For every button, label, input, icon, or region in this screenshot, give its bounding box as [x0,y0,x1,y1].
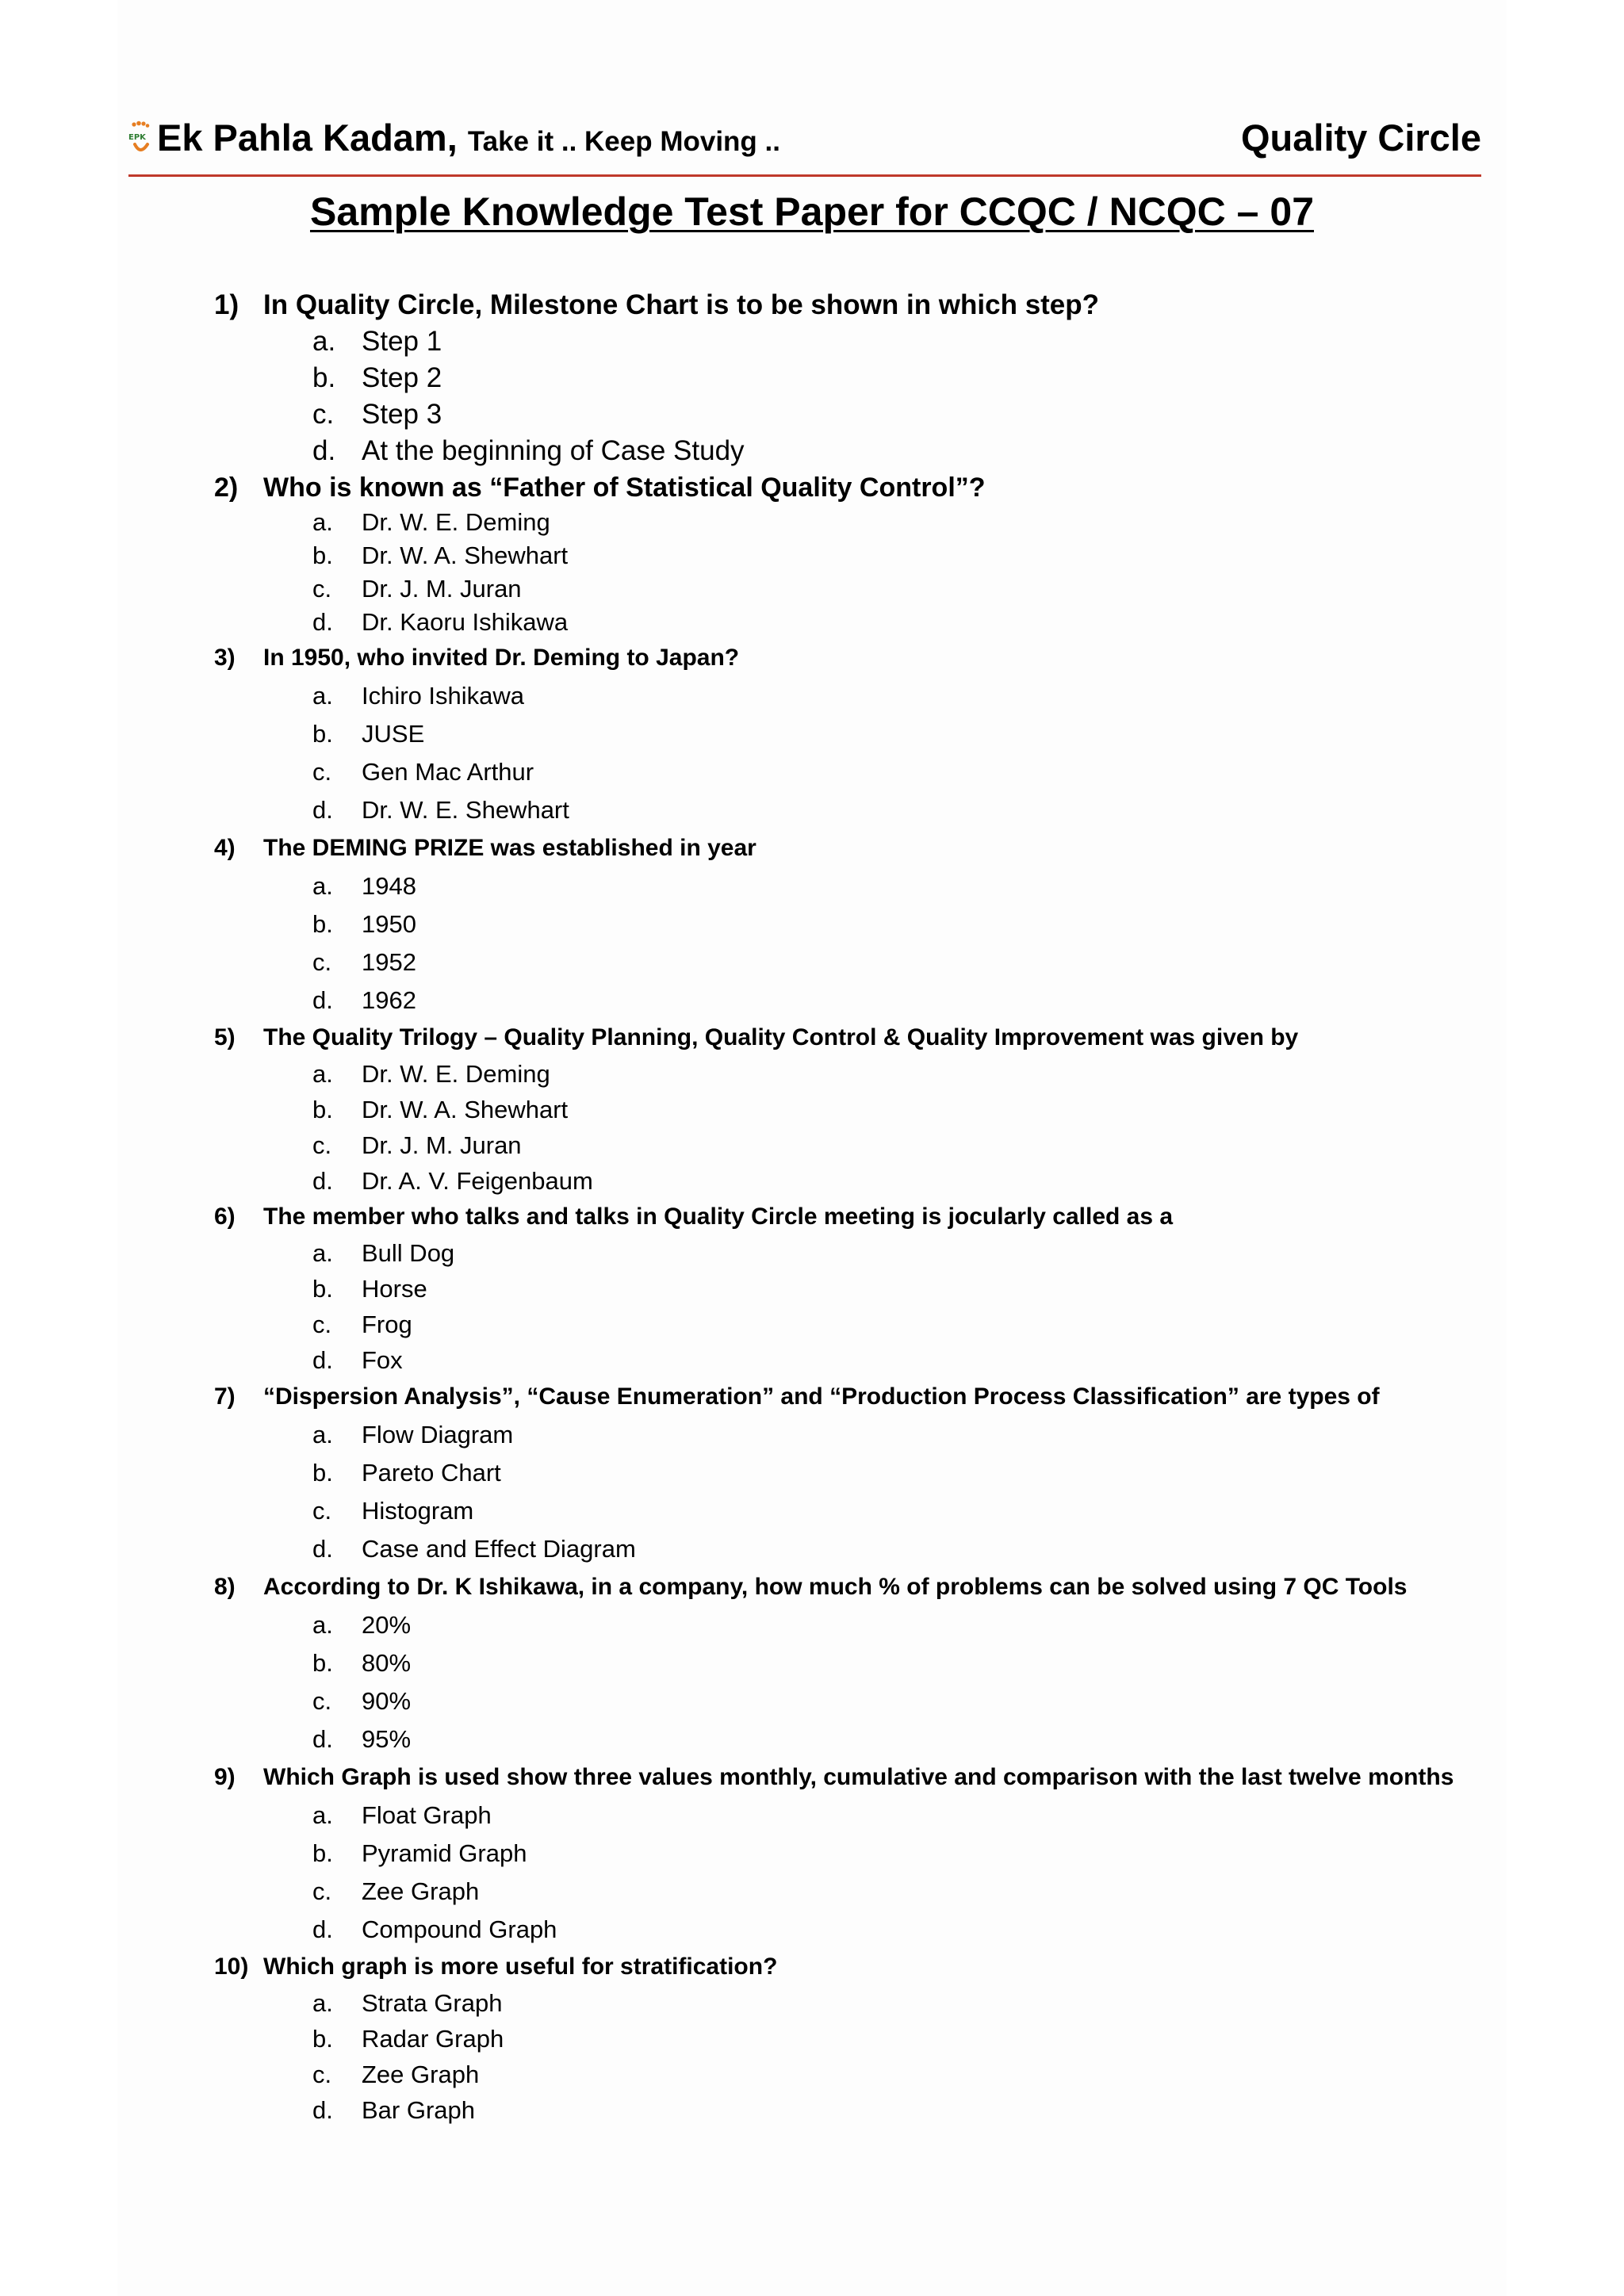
option-text: 1948 [362,872,416,900]
option-letter: a. [312,1611,333,1639]
option-letter: d. [312,1535,333,1563]
option-letter: c. [312,1877,332,1905]
option-text: Dr. W. E. Shewhart [362,796,569,824]
option-text: Ichiro Ishikawa [362,682,525,710]
option-text: Zee Graph [362,1877,480,1905]
question-text: The DEMING PRIZE was established in year [263,835,756,861]
answer-option [214,572,1522,606]
question-number: 6) [214,1203,236,1230]
option-letter: c. [312,2061,332,2088]
question-7 [214,1378,1522,1568]
header-rule [128,174,1481,177]
answer-option [214,982,1522,1020]
option-text: Dr. W. A. Shewhart [362,1096,569,1123]
question-list [214,287,1522,2128]
option-text: 95% [362,1725,412,1753]
option-letter: c. [312,575,332,603]
question-number: 5) [214,1024,236,1050]
option-text: Horse [362,1275,427,1303]
option-letter: b. [312,1459,333,1487]
question-8 [214,1568,1522,1758]
answer-option [214,1342,1522,1378]
brand-title: Ek Pahla Kadam, [157,117,458,159]
question-text: “Dispersion Analysis”, “Cause Enumeration” and “Production Process Classification” are types of [263,1383,1380,1410]
answer-option [214,791,1522,829]
option-text: Dr. W. A. Shewhart [362,541,569,569]
option-letter: a. [312,1989,333,2017]
answer-option [214,1797,1522,1835]
answer-option [214,606,1522,639]
answer-option [214,1092,1522,1127]
option-letter: c. [312,1131,332,1159]
option-letter: a. [312,1421,333,1448]
question-line [214,1568,1522,1606]
question-text: In Quality Circle, Milestone Chart is to be shown in which step? [263,289,1100,320]
question-line [214,1758,1522,1797]
answer-option [214,1492,1522,1530]
option-text: Float Graph [362,1801,492,1829]
answer-option [214,1606,1522,1644]
answer-option [214,1127,1522,1163]
answer-option [214,506,1522,539]
option-letter: d. [312,1167,333,1195]
option-text: Flow Diagram [362,1421,514,1448]
option-letter: a. [312,508,333,536]
page-title [0,184,1624,239]
answer-option [214,943,1522,982]
answer-option [214,1873,1522,1911]
option-text: Frog [362,1311,412,1338]
question-text: Which Graph is used show three values monthly, cumulative and comparison with the last twelve months [263,1764,1454,1790]
question-number: 4) [214,835,236,861]
option-text: Dr. W. E. Deming [362,508,550,536]
answer-option [214,867,1522,905]
answer-option [214,1644,1522,1682]
question-text: According to Dr. K Ishikawa, in a company, how much % of problems can be solved using 7 QC Tools [263,1574,1408,1600]
answer-option [214,1271,1522,1307]
option-letter: b. [312,720,333,748]
option-letter: d. [312,1725,333,1753]
option-letter: d. [312,1346,333,1374]
brand-name [157,113,780,167]
answer-option [214,323,1522,360]
question-line [214,287,1522,323]
answer-option [214,1985,1522,2021]
option-letter: d. [312,986,333,1014]
question-10 [214,1949,1522,2128]
question-5 [214,1020,1522,1199]
option-letter: c. [312,1311,332,1338]
option-text: Pareto Chart [362,1459,501,1487]
answer-option [214,2057,1522,2092]
answer-option [214,2021,1522,2057]
question-9 [214,1758,1522,1949]
answer-option [214,1911,1522,1949]
question-2 [214,469,1522,639]
option-text: Bull Dog [362,1239,455,1267]
option-letter: b. [312,1275,333,1303]
answer-option [214,1720,1522,1758]
option-letter: d. [312,2096,333,2124]
question-text: The member who talks and talks in Quality Circle meeting is jocularly called as a [263,1203,1174,1230]
question-number: 3) [214,645,236,671]
option-letter: b. [312,910,333,938]
question-text: Who is known as “Father of Statistical Quality Control”? [263,473,986,503]
option-letter: a. [312,872,333,900]
option-letter: b. [312,1649,333,1677]
option-text: 20% [362,1611,412,1639]
option-text: JUSE [362,720,425,748]
option-text: Step 3 [362,399,442,430]
question-6 [214,1199,1522,1378]
answer-option [214,1307,1522,1342]
option-text: Step 1 [362,326,442,357]
option-text: Dr. W. E. Deming [362,1060,550,1088]
question-1 [214,287,1522,469]
question-line [214,1949,1522,1985]
page-title-text: Sample Knowledge Test Paper for CCQC / NCQC – 07 [309,189,1314,234]
question-number: 1) [214,289,239,320]
option-text: Dr. J. M. Juran [362,1131,522,1159]
answer-option [214,360,1522,396]
page-header [127,119,1481,176]
option-text: Compound Graph [362,1915,557,1943]
option-text: At the beginning of Case Study [362,435,745,466]
answer-option [214,753,1522,791]
option-letter: a. [312,1239,333,1267]
option-letter: a. [312,1060,333,1088]
answer-option [214,396,1522,433]
question-line [214,639,1522,677]
option-text: 1950 [362,910,416,938]
option-letter: b. [312,2025,333,2053]
option-text: Zee Graph [362,2061,480,2088]
option-text: Step 2 [362,362,442,393]
option-text: Strata Graph [362,1989,503,2017]
option-text: Case and Effect Diagram [362,1535,636,1563]
question-line [214,1020,1522,1056]
svg-text:EPK: EPK [128,133,146,142]
question-4 [214,829,1522,1020]
answer-option [214,1416,1522,1454]
question-line [214,469,1522,506]
option-text: 90% [362,1687,412,1715]
question-number: 9) [214,1764,236,1790]
option-text: Fox [362,1346,403,1374]
question-line [214,1199,1522,1235]
option-letter: c. [312,1687,332,1715]
option-letter: b. [312,1096,333,1123]
section-title: Quality Circle [1241,117,1481,159]
option-letter: a. [312,682,333,710]
option-text: Dr. A. V. Feigenbaum [362,1167,593,1195]
question-number: 10) [214,1954,249,1980]
question-text: The Quality Trilogy – Quality Planning, Quality Control & Quality Improvement was given by [263,1024,1299,1050]
answer-option [214,2092,1522,2128]
question-number: 8) [214,1574,236,1600]
answer-option [214,1056,1522,1092]
option-letter: d. [312,608,333,636]
question-3 [214,639,1522,829]
question-text: Which graph is more useful for stratification? [263,1954,778,1980]
question-line [214,829,1522,867]
option-letter: b. [312,1839,333,1867]
option-text: Radar Graph [362,2025,504,2053]
option-text: 80% [362,1649,412,1677]
option-text: Pyramid Graph [362,1839,527,1867]
option-letter: d. [312,1915,333,1943]
option-text: Histogram [362,1497,474,1525]
option-text: Dr. J. M. Juran [362,575,522,603]
answer-option [214,905,1522,943]
option-letter: d. [312,435,336,466]
option-text: Bar Graph [362,2096,476,2124]
option-letter: a. [312,1801,333,1829]
answer-option [214,1835,1522,1873]
footprint-logo-icon [127,121,154,157]
option-text: Gen Mac Arthur [362,758,534,786]
answer-option [214,1163,1522,1199]
brand-tagline: Take it .. Keep Moving .. [467,126,780,157]
answer-option [214,1682,1522,1720]
option-text: Dr. Kaoru Ishikawa [362,608,569,636]
option-letter: c. [312,758,332,786]
question-text: In 1950, who invited Dr. Deming to Japan? [263,645,740,671]
question-number: 7) [214,1383,236,1410]
answer-option [214,1235,1522,1271]
option-text: 1962 [362,986,416,1014]
option-letter: c. [312,948,332,976]
answer-option [214,1530,1522,1568]
option-letter: b. [312,362,336,393]
answer-option [214,433,1522,469]
answer-option [214,677,1522,715]
answer-option [214,1454,1522,1492]
answer-option [214,539,1522,572]
option-letter: c. [312,399,335,430]
question-line [214,1378,1522,1416]
option-letter: b. [312,541,333,569]
option-letter: a. [312,326,336,357]
option-text: 1952 [362,948,416,976]
option-letter: c. [312,1497,332,1525]
option-letter: d. [312,796,333,824]
question-number: 2) [214,473,239,503]
answer-option [214,715,1522,753]
